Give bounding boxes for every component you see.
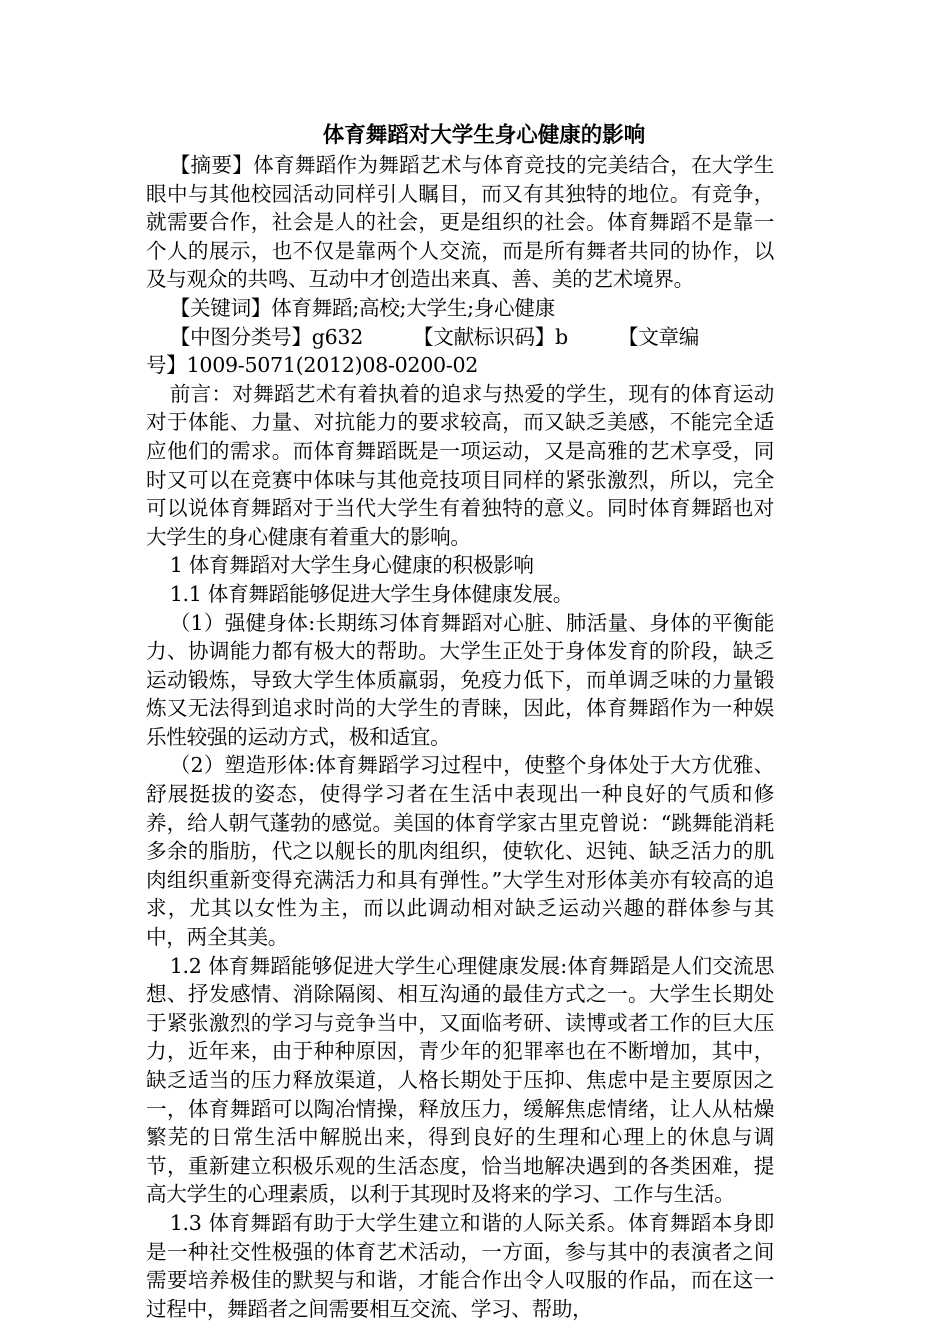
body-paragraph-relationships: 1.3 体育舞蹈有助于大学生建立和谐的人际关系。体育舞蹈本身即是一种社交性极强的体育艺术活动，一方面，参与其中的表演者之间需要培养极佳的默契与和谐，才能合作出令人叹服的作品，而在这一过程中，舞蹈者之间需要相互交流、学习、帮助， (146, 1210, 774, 1321)
article-number-line: 号】1009-5071(2012)08-0200-02 (146, 353, 479, 378)
document-title: 体育舞蹈对大学生身心健康的影响 (322, 123, 646, 148)
body-paragraph-strengthen-body: （1）强健身体:长期练习体育舞蹈对心脏、肺活量、身体的平衡能力、协调能力都有极大的帮助。大学生正处于身体发育的阶段，缺乏运动锻炼，导致大学生体质羸弱，免疫力低下，而单调乏味的力量锻炼又无法得到追求时尚的大学生的青睐，因此，体育舞蹈作为一种娱乐性较强的运动方式，极和适宜。 (146, 610, 774, 749)
document-page (146, 121, 774, 1323)
body-paragraph-shape-body: （2）塑造形体:体育舞蹈学习过程中，使整个身体处于大方优雅、舒展挺拔的姿态，使得学习者在生活中表现出一种良好的气质和修养，给人朝气蓬勃的感觉。美国的体育学家古里克曾说：“跳舞能消耗多余的脂肪，代之以舰长的肌肉组织，使软化、迟钝、缺乏活力的肌肉组织重新变得充满活力和具有弹性。”大学生对形体美亦有较高的追求，尤其以女性为主，而以此调动相对缺乏运动兴趣的群体参与其中，两全其美。 (146, 753, 774, 950)
classification-line: 【中图分类号】g632 【文献标识码】b 【文章编 (169, 324, 700, 349)
abstract-paragraph: 【摘要】体育舞蹈作为舞蹈艺术与体育竞技的完美结合，在大学生眼中与其他校园活动同样引人瞩目，而又有其独特的地位。有竞争，就需要合作，社会是人的社会，更是组织的社会。体育舞蹈不是靠一个人的展示，也不仅是靠两个人交流，而是所有舞者共同的协作，以及与观众的共鸣、互动中才创造出来真、善、美的艺术境界。 (146, 153, 774, 292)
section-heading-1: 1 体育舞蹈对大学生身心健康的积极影响 (169, 553, 534, 578)
section-heading-1-1: 1.1 体育舞蹈能够促进大学生身体健康发展。 (169, 581, 574, 606)
preface-paragraph: 前言：对舞蹈艺术有着执着的追求与热爱的学生，现有的体育运动对于体能、力量、对抗能力的要求较高，而又缺乏美感，不能完全适应他们的需求。而体育舞蹈既是一项运动，又是高雅的艺术享受，同时又可以在竞赛中体味与其他竞技项目同样的紧张激烈，所以，完全可以说体育舞蹈对于当代大学生有着独特的意义。同时体育舞蹈也对大学生的身心健康有着重大的影响。 (146, 381, 774, 549)
keywords-line: 【关键词】体育舞蹈;高校;大学生;身心健康 (169, 295, 555, 320)
body-paragraph-mental-health: 1.2 体育舞蹈能够促进大学生心理健康发展:体育舞蹈是人们交流思想、抒发感情、消除隔阂、相互沟通的最佳方式之一。大学生长期处于紧张激烈的学习与竞争当中，又面临考研、读博或者工作的巨大压力，近年来，由于种种原因，青少年的犯罪率也在不断增加，其中，缺乏适当的压力释放渠道，人格长期处于压抑、焦虑中是主要原因之一，体育舞蹈可以陶冶情操，释放压力，缓解焦虑情绪，让人从枯燥繁芜的日常生活中解脱出来，得到良好的生理和心理上的休息与调节，重新建立积极乐观的生活态度，恰当地解决遇到的各类困难，提高大学生的心理素质，以利于其现时及将来的学习、工作与生活。 (146, 953, 774, 1207)
